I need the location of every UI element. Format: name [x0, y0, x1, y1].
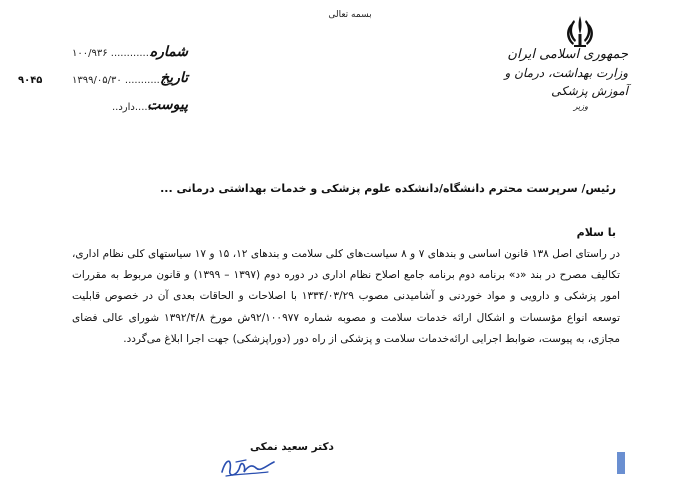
text-cursor-marker: [617, 452, 625, 474]
date-value: ۱۳۹۹/۰۵/۳۰ ..............: [72, 75, 170, 86]
ministry-name: [488, 46, 628, 114]
basmala: بسمه تعالی: [328, 10, 372, 20]
greeting: با سلام: [576, 226, 616, 239]
number-value: ۱۰۰/۹۳۶ ..............: [72, 48, 156, 59]
letter-body: در راستای اصل ۱۳۸ قانون اساسی و بندهای ۷ و ۸ سیاست‌های کلی سلامت و بندهای ۱۲، ۱۵ و ۱۷ سیاستهای کلی نظام اداری، تکالیف مصرح در بند «د» برنامه دوم برنامه جامع اصلاح نظام اداری در دوره دوم (۱۳۹۷ – ۱۳۹۹) و قانون مربوط به مقررات امور پزشکی و دارویی و مواد خوردنی و آشامیدنی مصوب ۱۳۳۴/۰۳/۲۹ با اصلاحات و الحاقات بعدی آن در خصوص قابلیت توسعه انواع مؤسسات و اشکال ارائه خدمات سلامت و مصوبه شماره ۹۲/۱۰۰۹۷۷ش مورخ ۱۳۹۲/۴/۸ شورای عالی فضای مجازی، به پیوست، ضوابط اجرایی ارائه‌خدمات سلامت و پزشکی از راه دور (دوراپزشکی) جهت اجرا ابلاغ می‌گردد.: [72, 248, 621, 345]
attachment-label: پیوست: [147, 97, 188, 113]
signer-name: دکتر سعید نمکی: [250, 441, 334, 453]
ministry-line2: وزارت بهداشت، درمان و آموزش پزشکی: [504, 66, 628, 98]
date-label: تاریخ: [160, 70, 188, 86]
side-number: ۹۰۴۵: [18, 75, 43, 86]
ministry-line3: وزیر: [573, 102, 588, 111]
attachment-value: .......دارد..: [112, 102, 158, 113]
signature-icon: [216, 452, 278, 482]
ministry-line1: جمهوری اسلامی ایران: [507, 47, 628, 62]
recipient: رئیس/ سرپرست محترم دانشگاه/دانشکده علوم پزشکی و خدمات بهداشتی درمانی ...: [160, 182, 616, 195]
number-label: شماره: [149, 44, 188, 60]
